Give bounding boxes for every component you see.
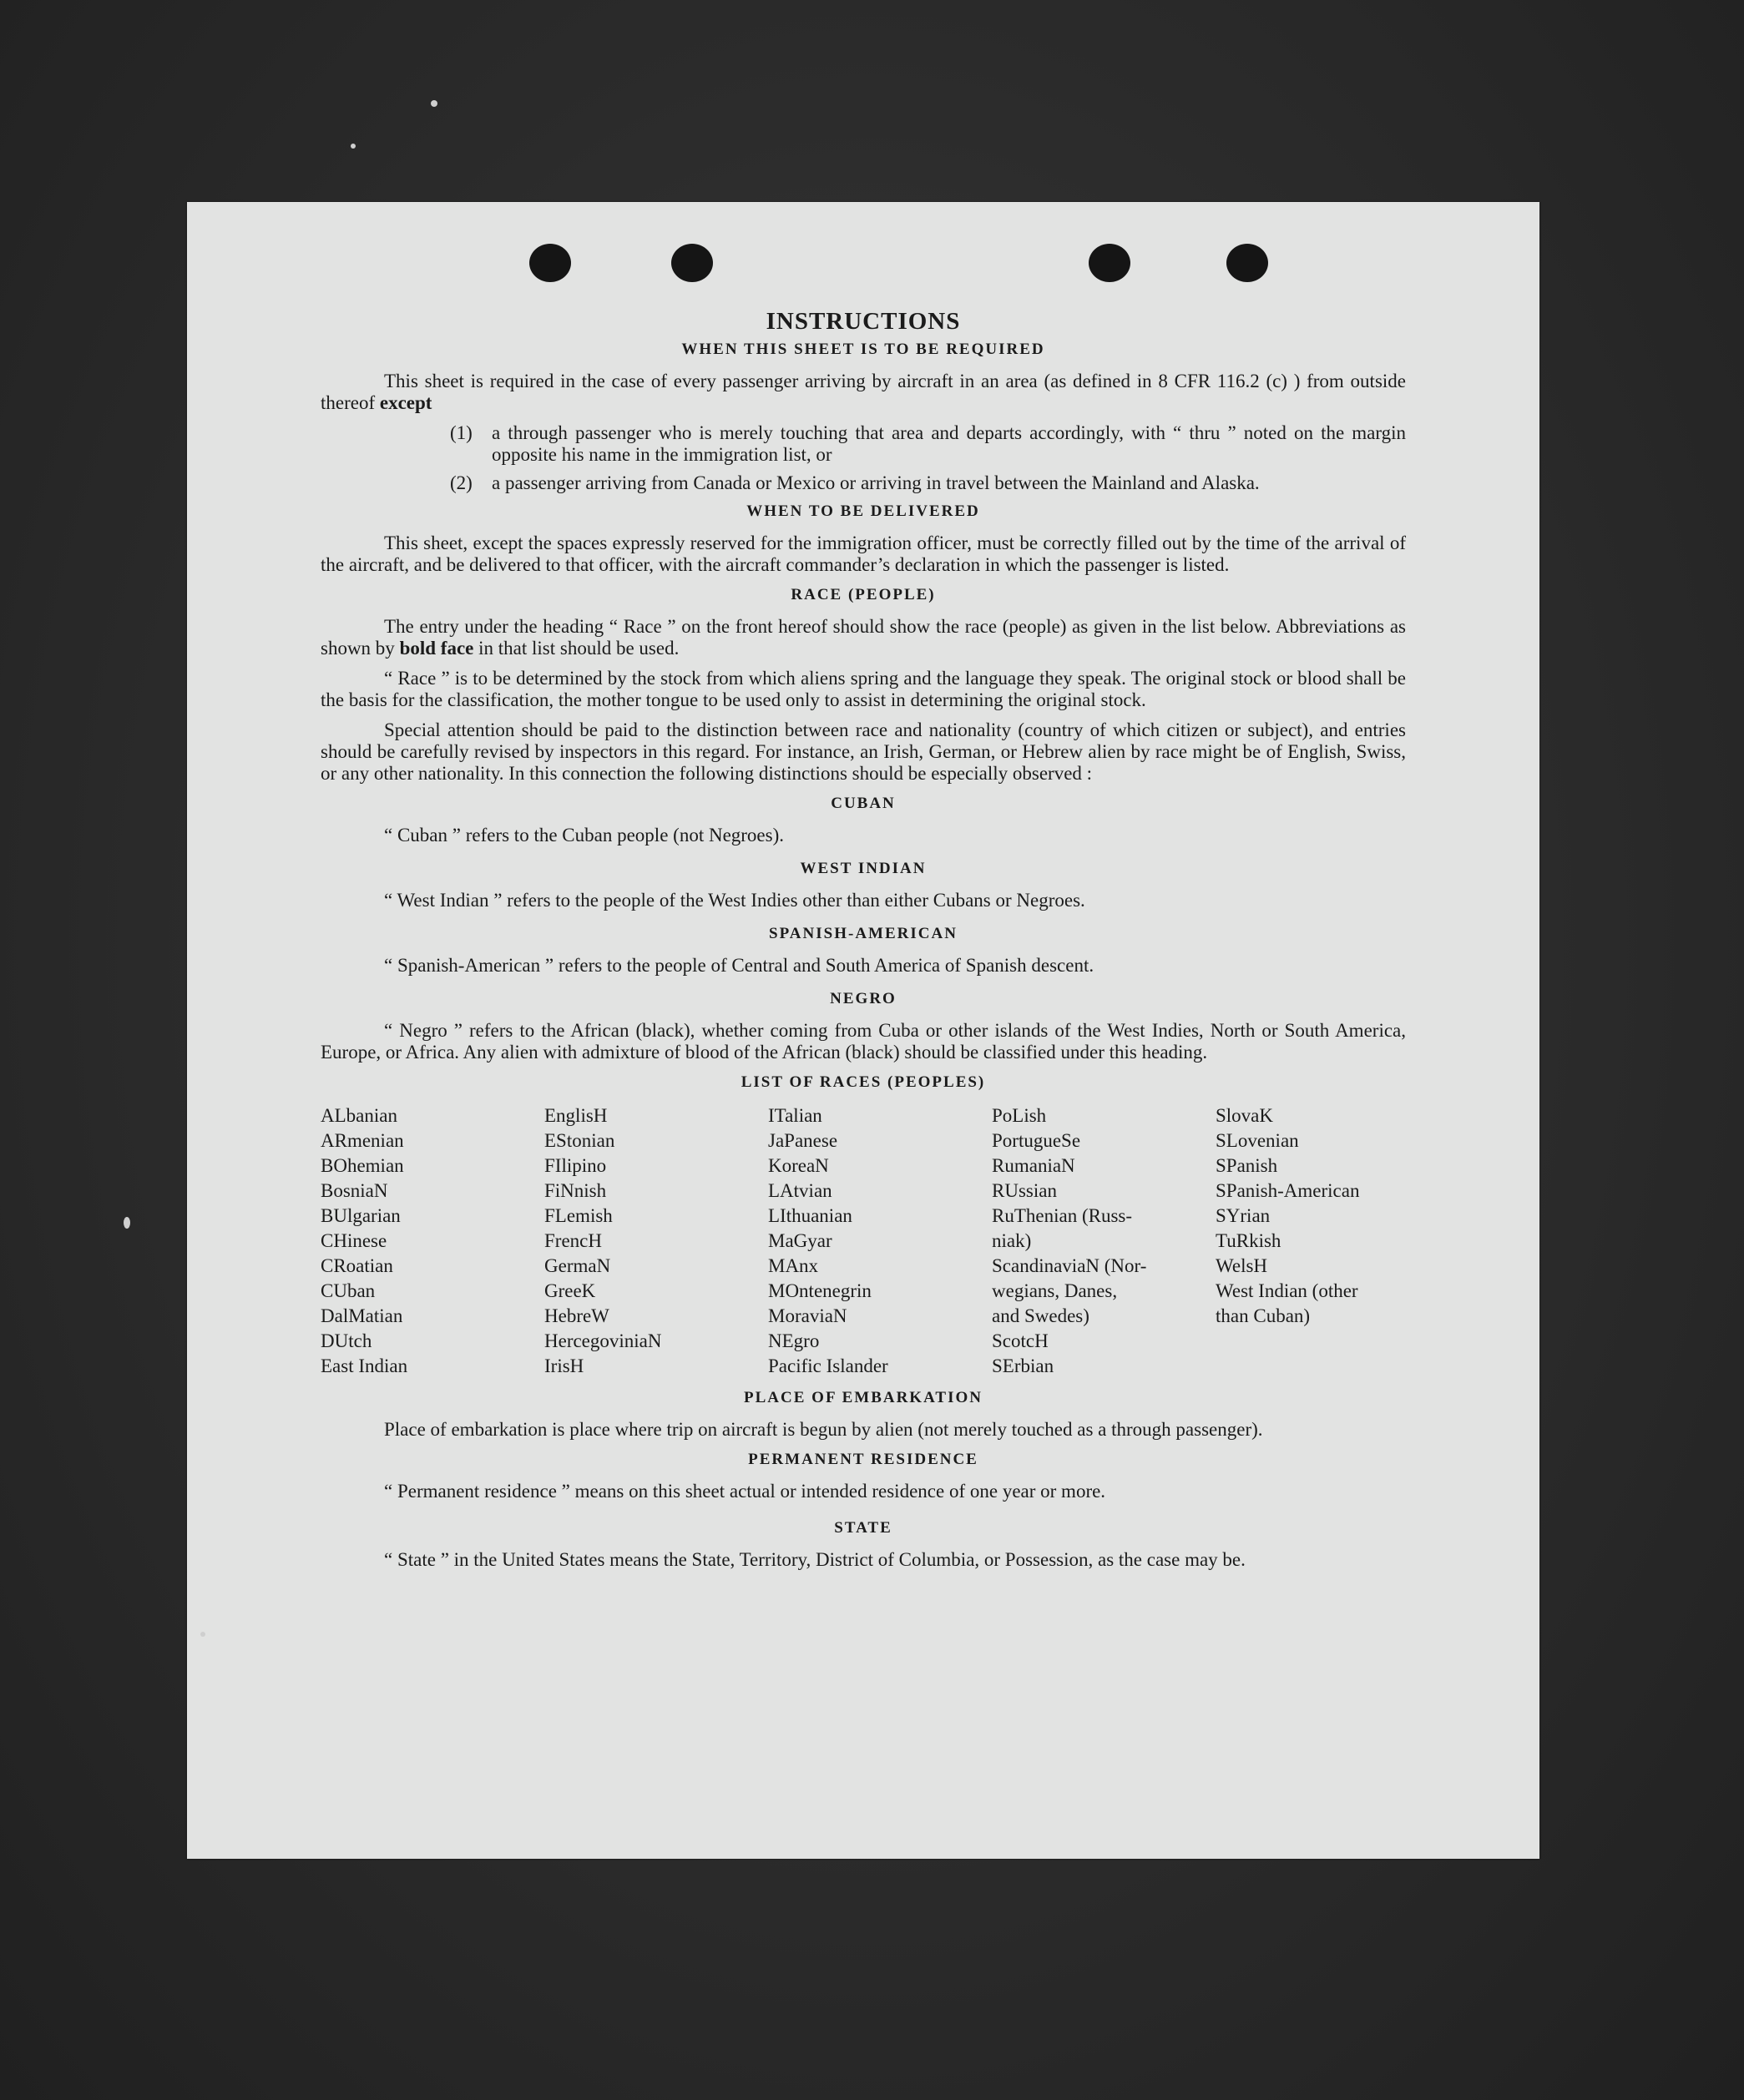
scan-speck: [351, 144, 356, 149]
race-entry: SPanish-American: [1216, 1180, 1360, 1201]
race-p1-end: in that list should be used.: [478, 638, 680, 659]
paragraph-cuban: “ Cuban ” refers to the Cuban people (not Negroes).: [384, 825, 785, 846]
race-entry: CRoatian: [321, 1255, 393, 1276]
race-entry: EStonian: [544, 1130, 615, 1151]
race-entry: LAtvian: [768, 1180, 832, 1201]
race-entry: SPanish: [1216, 1155, 1278, 1176]
scan-speck: [431, 100, 437, 107]
race-entry: BUlgarian: [321, 1205, 401, 1226]
race-entry: FrencH: [544, 1230, 602, 1251]
race-entry: PoLish: [992, 1105, 1047, 1126]
race-entry: RUssian: [992, 1180, 1057, 1201]
paragraph-permanent-residence: “ Permanent residence ” means on this sheet actual or intended residence of one year or more.: [384, 1481, 1106, 1502]
heading-race: RACE (PEOPLE): [791, 586, 936, 603]
exception-number: (1): [450, 422, 473, 443]
race-entry: DalMatian: [321, 1305, 403, 1326]
race-entry: SErbian: [992, 1355, 1054, 1376]
race-entry: SlovaK: [1216, 1105, 1273, 1126]
heading-when-delivered: WHEN TO BE DELIVERED: [746, 502, 980, 520]
instruction-sheet: [187, 202, 1539, 1859]
paragraph-when-required: [321, 371, 1406, 414]
heading-negro: NEGRO: [830, 990, 897, 1007]
paragraph-race-1: [321, 616, 1406, 659]
heading-when-required: WHEN THIS SHEET IS TO BE REQUIRED: [681, 341, 1045, 358]
paragraph-west-indian: “ West Indian ” refers to the people of the West Indies other than either Cubans or Negroes.: [384, 890, 1085, 911]
heading-permanent-residence: PERMANENT RESIDENCE: [748, 1451, 978, 1468]
race-entry: BOhemian: [321, 1155, 404, 1176]
race-entry: TuRkish: [1216, 1230, 1281, 1251]
race-entry: MaGyar: [768, 1230, 832, 1251]
race-entry: East Indian: [321, 1355, 408, 1376]
race-entry: ITalian: [768, 1105, 822, 1126]
race-entry: MOntenegrin: [768, 1280, 872, 1301]
paragraph-embarkation: Place of embarkation is place where trip on aircraft is begun by alien (not merely touched as a through passenger).: [384, 1419, 1263, 1440]
race-entry: NEgro: [768, 1330, 820, 1351]
paragraph-spanish-american: “ Spanish-American ” refers to the people of Central and South America of Spanish descent.: [384, 955, 1094, 976]
scan-speck: [124, 1217, 130, 1229]
races-column: [768, 1103, 992, 1379]
heading-spanish-american: SPANISH-AMERICAN: [769, 925, 958, 942]
race-entry: GermaN: [544, 1255, 611, 1276]
race-entry: EnglisH: [544, 1105, 608, 1126]
race-entry: FLemish: [544, 1205, 613, 1226]
races-column: [992, 1103, 1216, 1379]
race-entry: HercegoviniaN: [544, 1330, 662, 1351]
when-required-intro: This sheet is required in the case of every passenger arriving by aircraft in an area (as defined in 8 CFR 116.2 (c) ) from outside thereof: [321, 371, 1406, 413]
race-entry: SLovenian: [1216, 1130, 1299, 1151]
exception-item: [321, 472, 1406, 494]
punch-hole: [1089, 244, 1130, 282]
race-entry: GreeK: [544, 1280, 596, 1301]
race-entry: Pacific Islander: [768, 1355, 888, 1376]
exception-text: a through passenger who is merely touching that area and departs accordingly, with “ thru ” noted on the margin opposite his name in the immigration list, or: [492, 422, 1406, 465]
race-entry: LIthuanian: [768, 1205, 852, 1226]
race-entry: CHinese: [321, 1230, 387, 1251]
document-title: INSTRUCTIONS: [766, 308, 961, 335]
race-entry: ARmenian: [321, 1130, 404, 1151]
heading-west-indian: WEST INDIAN: [800, 860, 927, 877]
race-entry: KoreaN: [768, 1155, 829, 1176]
race-entry: HebreW: [544, 1305, 609, 1326]
race-entry: SYrian: [1216, 1205, 1271, 1226]
paragraph-race-2: “ Race ” is to be determined by the stock from which aliens spring and the language they speak. The original stock or blood shall be the basis for the classification, the mother tongue to be used only to assist in determining the original stock.: [321, 668, 1406, 710]
races-table: [321, 1103, 1406, 1379]
race-entry: ScotcH: [992, 1330, 1049, 1351]
exception-number: (2): [450, 472, 473, 493]
race-entry: FiNnish: [544, 1180, 607, 1201]
scan-speck: [200, 1632, 205, 1637]
when-required-except: except: [379, 392, 432, 413]
race-entry: MAnx: [768, 1255, 819, 1276]
race-entry: West Indian (other than Cuban): [1216, 1280, 1358, 1326]
race-entry: RuThenian (Russ- niak): [992, 1205, 1133, 1251]
heading-cuban: CUBAN: [831, 795, 896, 812]
punch-hole: [1226, 244, 1268, 282]
exception-item: [321, 422, 1406, 466]
punch-hole: [671, 244, 713, 282]
heading-list-of-races: LIST OF RACES (PEOPLES): [741, 1073, 986, 1091]
race-p1-start: The entry under the heading “ Race ” on the front hereof should show the race (people) as given in the list below. Abbreviations as shown by: [321, 616, 1406, 659]
race-entry: ScandinaviaN (Nor- wegians, Danes, and Swedes): [992, 1255, 1147, 1326]
race-p1-bold: bold face: [399, 638, 474, 659]
race-entry: JaPanese: [768, 1130, 838, 1151]
exception-text: a passenger arriving from Canada or Mexico or arriving in travel between the Mainland and Alaska.: [492, 472, 1260, 493]
paragraph-race-3: Special attention should be paid to the distinction between race and nationality (country of which citizen or subject), and entries should be carefully revised by inspectors in this regard. For instance, an Irish, German, or Hebrew alien by race might be of English, Swiss, or any other nationality. In this connection the following distinctions should be especially observed :: [321, 719, 1406, 784]
race-entry: FIlipino: [544, 1155, 607, 1176]
document-body: [321, 310, 1406, 1579]
paragraph-state: “ State ” in the United States means the State, Territory, District of Columbia, or Possession, as the case may be.: [384, 1549, 1246, 1570]
heading-embarkation: PLACE OF EMBARKATION: [744, 1389, 983, 1406]
race-entry: DUtch: [321, 1330, 372, 1351]
race-entry: WelsH: [1216, 1255, 1268, 1276]
race-entry: MoraviaN: [768, 1305, 847, 1326]
race-entry: IrisH: [544, 1355, 584, 1376]
race-entry: RumaniaN: [992, 1155, 1075, 1176]
race-entry: CUban: [321, 1280, 376, 1301]
race-entry: ALbanian: [321, 1105, 397, 1126]
race-entry: BosniaN: [321, 1180, 388, 1201]
race-entry: PortugueSe: [992, 1130, 1081, 1151]
races-column: [1216, 1103, 1406, 1379]
paragraph-when-delivered: This sheet, except the spaces expressly reserved for the immigration officer, must be correctly filled out by the time of the arrival of the aircraft, and be delivered to that officer, with the aircraft commander’s declaration in which the passenger is listed.: [321, 533, 1406, 575]
races-column: [321, 1103, 544, 1379]
punch-hole: [529, 244, 571, 282]
races-column: [544, 1103, 768, 1379]
heading-state: STATE: [834, 1519, 892, 1537]
paragraph-negro: “ Negro ” refers to the African (black), whether coming from Cuba or other islands of the West Indies, North or South America, Europe, or Africa. Any alien with admixture of blood of the African (black) should be classified under this heading.: [321, 1020, 1406, 1063]
